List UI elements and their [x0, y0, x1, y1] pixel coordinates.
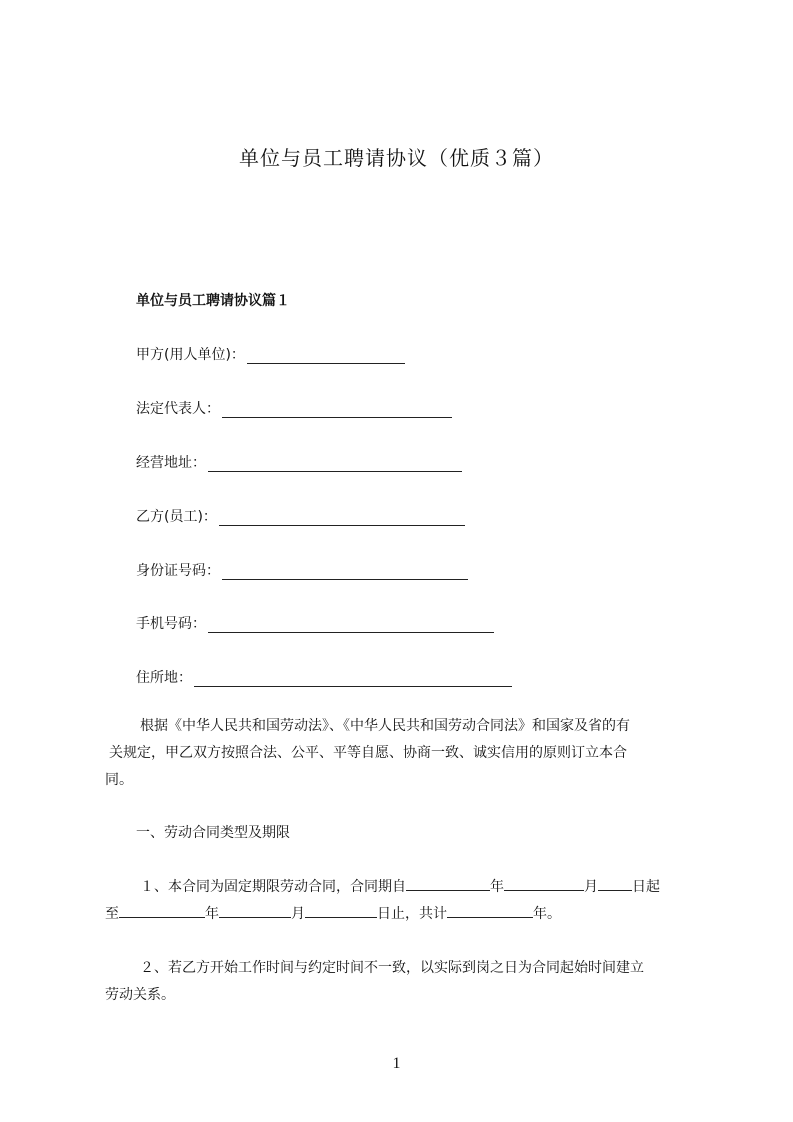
day-label: 日起	[632, 879, 660, 895]
field-residence	[136, 667, 512, 687]
field-employer	[136, 344, 405, 364]
clause-2-line-2: 劳动关系。	[105, 987, 175, 1003]
field-label: 乙方(员工)：	[136, 509, 217, 525]
blank-line	[222, 564, 468, 580]
field-label: 住所地：	[136, 670, 192, 686]
field-label: 手机号码：	[136, 616, 206, 632]
page-number: 1	[392, 1055, 401, 1072]
field-employee	[136, 506, 465, 526]
blank-line	[194, 671, 512, 687]
intro-line-1: 根据《中华人民共和国劳动法》、《中华人民共和国劳动合同法》和国家及省的有	[140, 718, 630, 734]
blank-line	[305, 903, 377, 918]
years-label: 年。	[533, 906, 561, 922]
blank-line	[208, 617, 494, 633]
month-label: 月	[291, 906, 305, 922]
blank-line	[406, 876, 490, 891]
blank-line	[119, 903, 205, 918]
year-label: 年	[205, 906, 219, 922]
month-label: 月	[584, 879, 598, 895]
intro-line-3: 同。	[105, 772, 133, 788]
clause-1-line-1	[140, 874, 660, 900]
field-label: 甲方(用人单位)：	[136, 347, 245, 363]
to-label: 至	[105, 906, 119, 922]
blank-line	[219, 510, 465, 526]
blank-line	[219, 903, 291, 918]
field-phone	[136, 613, 494, 633]
field-legal-representative	[136, 398, 452, 418]
blank-line	[222, 402, 452, 418]
year-label: 年	[490, 879, 504, 895]
clause-1-line-2	[105, 901, 561, 927]
document-title: 单位与员工聘请协议（优质３篇）	[239, 146, 554, 170]
clause-2-line-1: ２、若乙方开始工作时间与约定时间不一致，以实际到岗之日为合同起始时间建立	[140, 960, 644, 976]
blank-line	[504, 876, 584, 891]
field-label: 法定代表人：	[136, 401, 220, 417]
intro-line-2: 关规定，甲乙双方按照合法、公平、平等自愿、协商一致、诚实信用的原则订立本合	[109, 745, 627, 761]
field-business-address	[136, 452, 462, 472]
day-label: 日止，共计	[377, 906, 447, 922]
blank-line	[598, 876, 632, 891]
clause-1-prefix: １、本合同为固定期限劳动合同，合同期自	[140, 879, 406, 895]
blank-line	[247, 348, 405, 364]
field-label: 经营地址：	[136, 455, 206, 471]
clause-heading: 一、劳动合同类型及期限	[136, 825, 290, 841]
blank-line	[447, 903, 533, 918]
blank-line	[208, 456, 462, 472]
field-id-number	[136, 560, 468, 580]
field-label: 身份证号码：	[136, 563, 220, 579]
section-heading: 单位与员工聘请协议篇１	[136, 293, 290, 309]
